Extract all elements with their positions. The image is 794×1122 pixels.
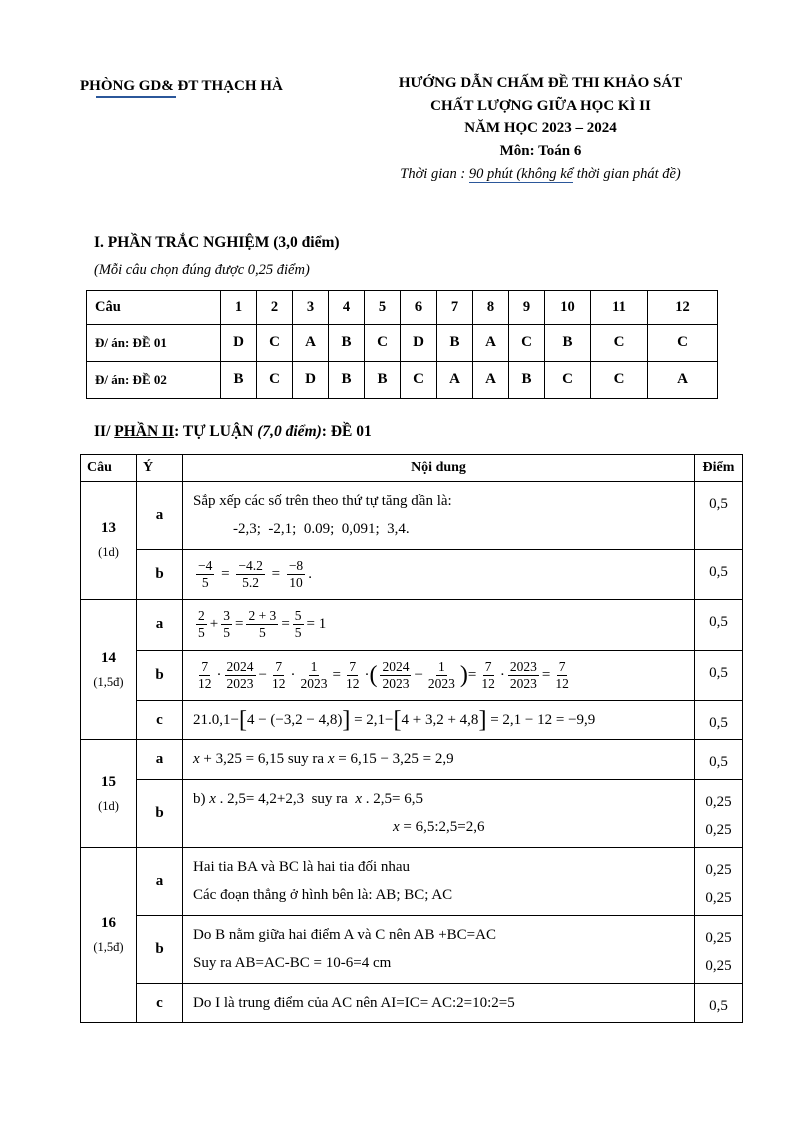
question-cell-14	[81, 600, 137, 740]
mc-question-number-12: 12	[648, 290, 718, 324]
mc-question-number-5: 5	[365, 290, 401, 324]
document-title-line-2: CHẤT LƯỢNG GIỮA HỌC KÌ II	[430, 97, 651, 114]
mc-question-number-6: 6	[401, 290, 437, 324]
essay-row-16c	[81, 983, 743, 1023]
essay-column-header-2: Ý	[137, 454, 183, 481]
math-bracket: ]	[478, 706, 487, 733]
fraction-numerator: −4	[196, 558, 214, 575]
mc-answer-cell: B	[221, 361, 257, 398]
section2-title	[94, 423, 746, 441]
question-cell-16	[81, 847, 137, 1023]
point-value: 0,5	[709, 714, 728, 731]
math-variable: x	[209, 790, 216, 807]
answer-content-line: Sắp xếp các số trên theo thứ tự tăng dần là:	[193, 492, 452, 509]
math-bracket: )	[459, 661, 468, 688]
math-bracket: [	[393, 706, 402, 733]
mc-answer-row-1	[87, 324, 718, 361]
fraction-denominator: 5.2	[242, 574, 260, 590]
answer-content-line: $\frac{2}{5}$ + $\frac{3}{5}$ = $\frac{2 + 3}{5}$ = $\frac{5}{5}$ = 1	[198, 608, 327, 641]
question-number: 15	[101, 773, 116, 790]
point-value: 0,5	[709, 997, 728, 1014]
mc-answer-cell: B	[365, 361, 401, 398]
fraction-numerator: 7	[483, 659, 494, 676]
question-cell-13	[81, 481, 137, 599]
mc-answer-row-2	[87, 361, 718, 398]
fraction-denominator: 5	[201, 574, 209, 590]
fraction-denominator: 12	[345, 675, 360, 691]
point-value: 0,25	[705, 958, 732, 975]
points-cell	[695, 983, 743, 1023]
header-left-block	[80, 72, 335, 98]
mc-answer-cell: A	[293, 324, 329, 361]
answer-content-line: -2,3; -2,1; 0.09; 0,091; 3,4.	[233, 521, 410, 538]
answer-content-cell	[183, 600, 695, 650]
answer-content-line: Suy ra AB=AC-BC = 10-6=4 cm	[193, 955, 392, 972]
point-value: 0,25	[705, 929, 732, 946]
question-number: 13	[101, 520, 116, 537]
fraction	[236, 558, 265, 591]
answer-content-line: b) x . 2,5= 4,2+2,3 suy ra x . 2,5= 6,5	[193, 790, 423, 807]
mc-question-number-7: 7	[437, 290, 473, 324]
question-point-total: (1,5đ)	[93, 674, 124, 689]
points-cell	[695, 549, 743, 599]
mc-question-number-10: 10	[545, 290, 591, 324]
fraction-numerator: 2023	[508, 659, 539, 676]
time-note-prefix: Thời gian :	[400, 166, 469, 182]
point-value: 0,25	[705, 861, 732, 878]
mc-answer-cell: B	[329, 361, 365, 398]
mc-question-number-8: 8	[473, 290, 509, 324]
mc-answer-cell: B	[329, 324, 365, 361]
section2-title-prefix: II/	[94, 422, 115, 440]
answer-content-cell	[183, 481, 695, 549]
section2-title-mid: : TỰ LUẬN	[174, 422, 258, 440]
essay-row-15a	[81, 740, 743, 780]
question-point-total: (1d)	[98, 545, 119, 560]
question-cell-15	[81, 740, 137, 848]
fraction-numerator: 1	[436, 659, 447, 676]
fraction-denominator: 5	[259, 625, 266, 641]
fraction	[221, 608, 232, 641]
point-value: 0,5	[709, 614, 728, 631]
mc-answer-cell: D	[401, 324, 437, 361]
math-bracket: ]	[342, 706, 351, 733]
fraction-denominator: 2023	[427, 675, 455, 691]
question-number: 16	[101, 915, 116, 932]
mc-question-number-4: 4	[329, 290, 365, 324]
fraction-numerator: −8	[287, 558, 305, 575]
document-header	[80, 72, 746, 186]
essay-answer-table	[80, 454, 743, 1024]
section2-title-suffix: : ĐỀ 01	[321, 422, 372, 440]
sub-question-label: a	[137, 481, 183, 549]
math-variable: x	[193, 751, 200, 768]
fraction-numerator: 3	[221, 608, 232, 625]
essay-column-header-4: Điểm	[695, 454, 743, 481]
answer-content-line: Các đoạn thẳng ở hình bên là: AB; BC; AC	[193, 887, 453, 904]
essay-header-row	[81, 454, 743, 481]
fraction	[196, 608, 207, 641]
fraction-denominator: 10	[289, 574, 303, 590]
fraction	[344, 659, 362, 692]
sub-question-label: a	[137, 600, 183, 650]
mc-question-number-11: 11	[591, 290, 648, 324]
fraction	[298, 659, 329, 692]
answer-content-line: Hai tia BA và BC là hai tia đối nhau	[193, 858, 411, 875]
essay-row-14a	[81, 600, 743, 650]
mc-question-column-label: Câu	[87, 290, 221, 324]
points-cell	[695, 481, 743, 549]
math-bracket: (	[369, 661, 378, 688]
math-variable: x	[327, 751, 335, 768]
fraction	[553, 659, 571, 692]
points-cell	[695, 847, 743, 915]
header-right-block	[335, 72, 746, 186]
essay-row-15b	[81, 779, 743, 847]
point-value: 0,25	[705, 822, 732, 839]
fraction-numerator: 1	[309, 659, 320, 676]
sub-question-label: b	[137, 915, 183, 983]
point-value: 0,25	[705, 890, 732, 907]
multiple-choice-table	[86, 290, 718, 399]
answer-content-cell	[183, 983, 695, 1023]
essay-row-13a	[81, 481, 743, 549]
fraction-denominator: 12	[271, 675, 286, 691]
fraction	[287, 558, 305, 591]
mc-question-number-1: 1	[221, 290, 257, 324]
answer-content-cell	[183, 847, 695, 915]
fraction-numerator: 2024	[380, 659, 411, 676]
point-value: 0,5	[709, 754, 728, 771]
points-cell	[695, 779, 743, 847]
fraction-denominator: 12	[198, 675, 212, 691]
mc-answer-cell: A	[473, 324, 509, 361]
sub-question-label: c	[137, 700, 183, 740]
points-cell	[695, 600, 743, 650]
math-variable: x	[393, 819, 400, 836]
section2-title-points: (7,0 điểm)	[257, 422, 322, 440]
fraction-denominator: 2023	[509, 675, 537, 691]
fraction-denominator: 5	[294, 625, 302, 641]
question-point-total: (1d)	[98, 798, 119, 813]
question-point-total: (1,5đ)	[93, 940, 124, 955]
fraction-denominator: 2023	[300, 675, 328, 691]
point-value: 0,5	[709, 495, 728, 512]
question-number: 14	[101, 649, 116, 666]
mc-answer-cell: C	[401, 361, 437, 398]
sub-question-label: a	[137, 847, 183, 915]
mc-question-number-2: 2	[257, 290, 293, 324]
mc-answer-cell: A	[648, 361, 718, 398]
essay-column-header-3: Nội dung	[183, 454, 695, 481]
mc-answer-cell: A	[473, 361, 509, 398]
mc-answer-cell: C	[591, 324, 648, 361]
fraction-numerator: −4.2	[236, 558, 265, 575]
answer-content-line: x = 6,5:2,5=2,6	[393, 819, 485, 836]
answer-content-cell	[183, 915, 695, 983]
answer-content-cell	[183, 740, 695, 780]
fraction-numerator: 7	[273, 659, 284, 676]
fraction	[225, 659, 256, 692]
fraction-numerator: 5	[293, 608, 304, 625]
mc-answer-cell: D	[221, 324, 257, 361]
fraction-denominator: 2023	[226, 675, 254, 691]
answer-content-cell	[183, 779, 695, 847]
math-bracket: [	[238, 706, 247, 733]
fraction-numerator: 2	[196, 608, 207, 625]
fraction	[479, 659, 497, 692]
answer-content-cell	[183, 650, 695, 700]
math-variable: x	[355, 790, 363, 807]
fraction-numerator: 2024	[225, 659, 256, 676]
mc-answer-cell: B	[437, 324, 473, 361]
fraction	[508, 659, 539, 692]
document-title-line-1: HƯỚNG DẪN CHẤM ĐỀ THI KHẢO SÁT	[398, 75, 683, 91]
point-value: 0,5	[709, 664, 728, 681]
mc-answer-cell: C	[545, 361, 591, 398]
mc-header-row	[87, 290, 718, 324]
mc-answer-cell: C	[648, 324, 718, 361]
points-cell	[695, 700, 743, 740]
fraction	[196, 659, 214, 692]
mc-question-number-3: 3	[293, 290, 329, 324]
mc-answer-cell: C	[257, 324, 293, 361]
essay-column-header-1: Câu	[81, 454, 137, 481]
answer-content-line: x + 3,25 = 6,15 suy ra x = 6,15 − 3,25 = 2,9	[193, 751, 454, 768]
fraction-denominator: 2023	[382, 675, 410, 691]
essay-row-14b	[81, 650, 743, 700]
fraction-denominator: 12	[555, 675, 569, 691]
fraction-numerator: 7	[557, 659, 568, 676]
fraction	[293, 608, 304, 641]
fraction	[196, 558, 214, 591]
mc-answer-cell: D	[293, 361, 329, 398]
answer-content-cell	[183, 549, 695, 599]
fraction-numerator: 2 + 3	[246, 608, 278, 625]
points-cell	[695, 740, 743, 780]
point-value: 0,5	[709, 563, 728, 580]
fraction	[270, 659, 288, 692]
sub-question-label: b	[137, 549, 183, 599]
essay-row-16a	[81, 847, 743, 915]
mc-answer-cell: C	[591, 361, 648, 398]
section1-subtitle: (Mỗi câu chọn đúng được 0,25 điểm)	[94, 261, 310, 278]
sub-question-label: b	[137, 650, 183, 700]
answer-content-line: Do I là trung điểm của AC nên AI=IC= AC:2=10:2=5	[193, 994, 515, 1011]
document-title-line-3: NĂM HỌC 2023 – 2024	[464, 120, 617, 136]
grammar-underline-artifact	[96, 96, 176, 98]
mc-answer-cell: C	[509, 324, 545, 361]
fraction-denominator: 5	[198, 625, 205, 641]
mc-answer-cell: B	[509, 361, 545, 398]
fraction-numerator: 7	[199, 659, 210, 676]
time-note-underlined: 90 phút (không kể	[468, 166, 574, 182]
document-subject-line: Môn: Toán 6	[499, 142, 582, 159]
points-cell	[695, 650, 743, 700]
mc-answer-cell: C	[257, 361, 293, 398]
sub-question-label: c	[137, 983, 183, 1023]
sub-question-label: b	[137, 779, 183, 847]
section1-title: I. PHẦN TRẮC NGHIỆM (3,0 điểm)	[94, 233, 340, 251]
mc-answer-cell: A	[437, 361, 473, 398]
mc-question-number-9: 9	[509, 290, 545, 324]
essay-row-16b	[81, 915, 743, 983]
mc-answer-cell: B	[545, 324, 591, 361]
sub-question-label: a	[137, 740, 183, 780]
answer-content-line: Do B nằm giữa hai điểm A và C nên AB +BC=AC	[193, 926, 496, 943]
answer-content-cell	[183, 700, 695, 740]
answer-content-line: $\frac{-4}{5}$ = $\frac{-4.2}{5.2}$ = $\frac{-8}{10}$ .	[198, 557, 312, 590]
fraction	[426, 659, 457, 692]
essay-row-13b	[81, 549, 743, 599]
fraction-denominator: 5	[223, 625, 230, 641]
time-note-suffix: thời gian phát đề)	[573, 166, 681, 182]
mc-answer-row-label: Đ/ án: ĐỀ 01	[87, 324, 221, 361]
fraction-numerator: 7	[347, 659, 358, 676]
essay-row-14c	[81, 700, 743, 740]
mc-answer-row-label: Đ/ án: ĐỀ 02	[87, 361, 221, 398]
point-value: 0,25	[705, 793, 732, 810]
answer-content-line: 21.0,1−[4 − (−3,2 − 4,8)] = 2,1−[4 + 3,2 + 4,8] = 2,1 − 12 = −9,9	[193, 706, 596, 733]
time-note	[335, 164, 746, 186]
organization-title: PHÒNG GD& ĐT THẠCH HÀ	[80, 78, 283, 94]
mc-answer-cell: C	[365, 324, 401, 361]
points-cell	[695, 915, 743, 983]
fraction-denominator: 12	[481, 675, 495, 691]
section2-title-underlined: PHẦN II	[114, 422, 175, 440]
answer-content-line: $\frac{7}{12}$ · $\frac{2024}{2023}$ − $\frac{7}{12}$ · $\frac{1}{2023}$ = $\frac{7}{12}$ ·( $\frac{2024}{2023}$ − $\frac{1}{2023}$ )= $\frac{7}{12}$ · $\frac{2023}{2023}$ = $\frac{7}{12}$	[198, 658, 569, 691]
fraction	[380, 659, 411, 692]
fraction	[246, 608, 278, 641]
